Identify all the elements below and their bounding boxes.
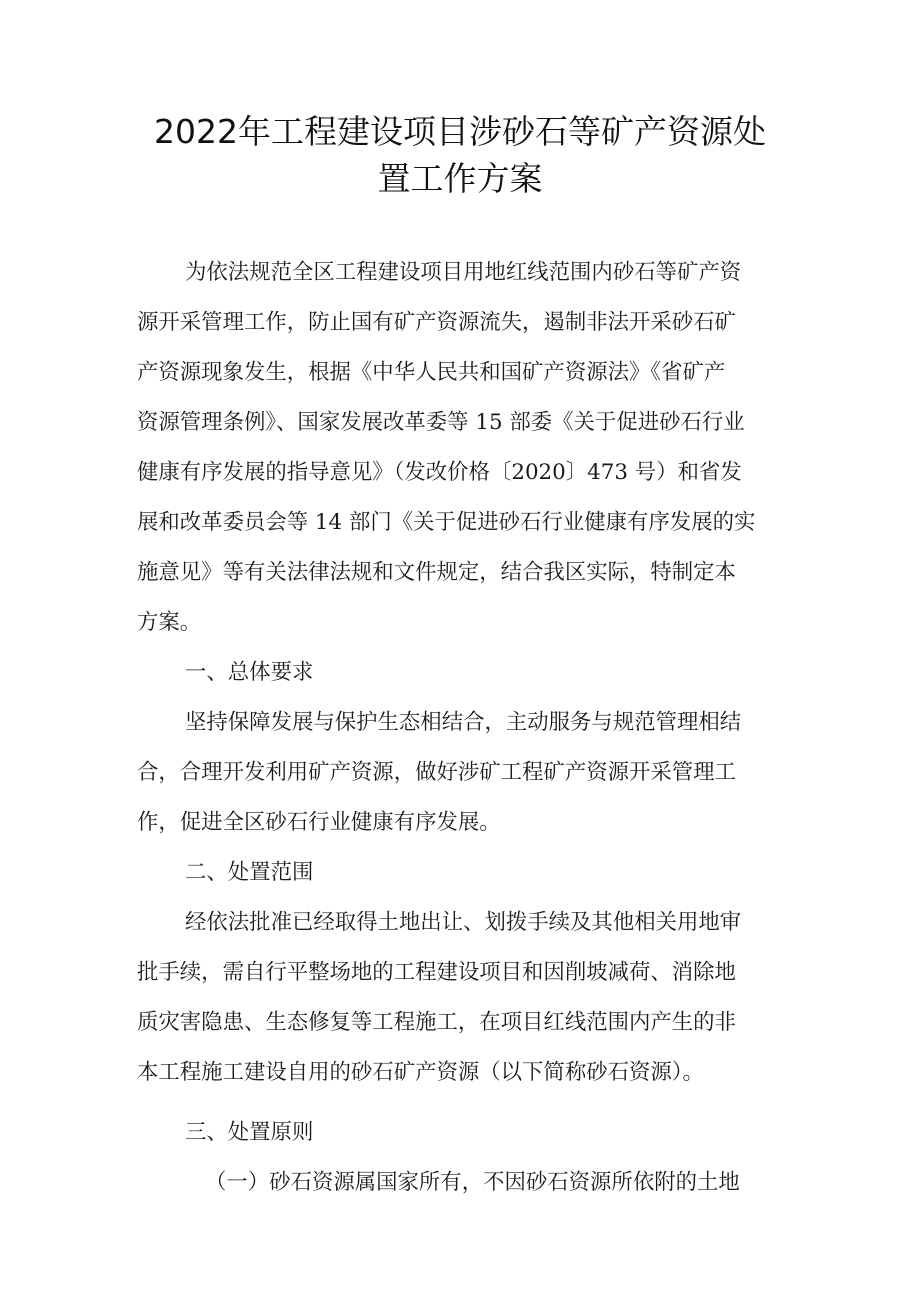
section-heading-1: 一、总体要求 xyxy=(185,660,314,685)
paragraph-line: 经依法批准已经取得土地出让、划拨手续及其他相关用地审 xyxy=(185,910,742,935)
paragraph-line: 源开采管理工作，防止国有矿产资源流失，遏制非法开采砂石矿 xyxy=(137,310,736,335)
section-heading-3: 三、处置原则 xyxy=(185,1120,314,1145)
paragraph-line: （一）砂石资源属国家所有，不因砂石资源所依附的土地 xyxy=(205,1170,740,1195)
paragraph-line: 质灾害隐患、生态修复等工程施工，在项目红线范围内产生的非 xyxy=(137,1010,736,1035)
document-title-line-2: 置工作方案 xyxy=(377,159,543,198)
paragraph-line: 资源管理条例》、国家发展改革委等 15 部委《关于促进砂石行业 xyxy=(137,410,745,435)
paragraph-line: 批手续，需自行平整场地的工程建设项目和因削坡减荷、消除地 xyxy=(137,960,736,985)
paragraph-line: 坚持保障发展与保护生态相结合，主动服务与规范管理相结 xyxy=(185,710,742,735)
paragraph-line: 施意见》等有关法律法规和文件规定，结合我区实际，特制定本 xyxy=(137,560,736,585)
paragraph-line: 本工程施工建设自用的砂石矿产资源（以下简称砂石资源）。 xyxy=(137,1060,704,1085)
paragraph-line: 健康有序发展的指导意见》（发改价格〔2020〕473 号）和省发 xyxy=(137,460,742,485)
paragraph-line: 作，促进全区砂石行业健康有序发展。 xyxy=(137,810,501,835)
paragraph-line: 合，合理开发利用矿产资源，做好涉矿工程矿产资源开采管理工 xyxy=(137,760,736,785)
paragraph-line: 展和改革委员会等 14 部门《关于促进砂石行业健康有序发展的实 xyxy=(137,510,756,535)
paragraph-line: 产资源现象发生，根据《中华人民共和国矿产资源法》《省矿产 xyxy=(137,360,726,385)
section-heading-2: 二、处置范围 xyxy=(185,860,314,885)
paragraph-line: 为依法规范全区工程建设项目用地红线范围内砂石等矿产资 xyxy=(185,260,742,285)
document-title-line-1: 2022年工程建设项目涉砂石等矿产资源处 xyxy=(154,112,766,151)
paragraph-line: 方案。 xyxy=(137,610,202,635)
